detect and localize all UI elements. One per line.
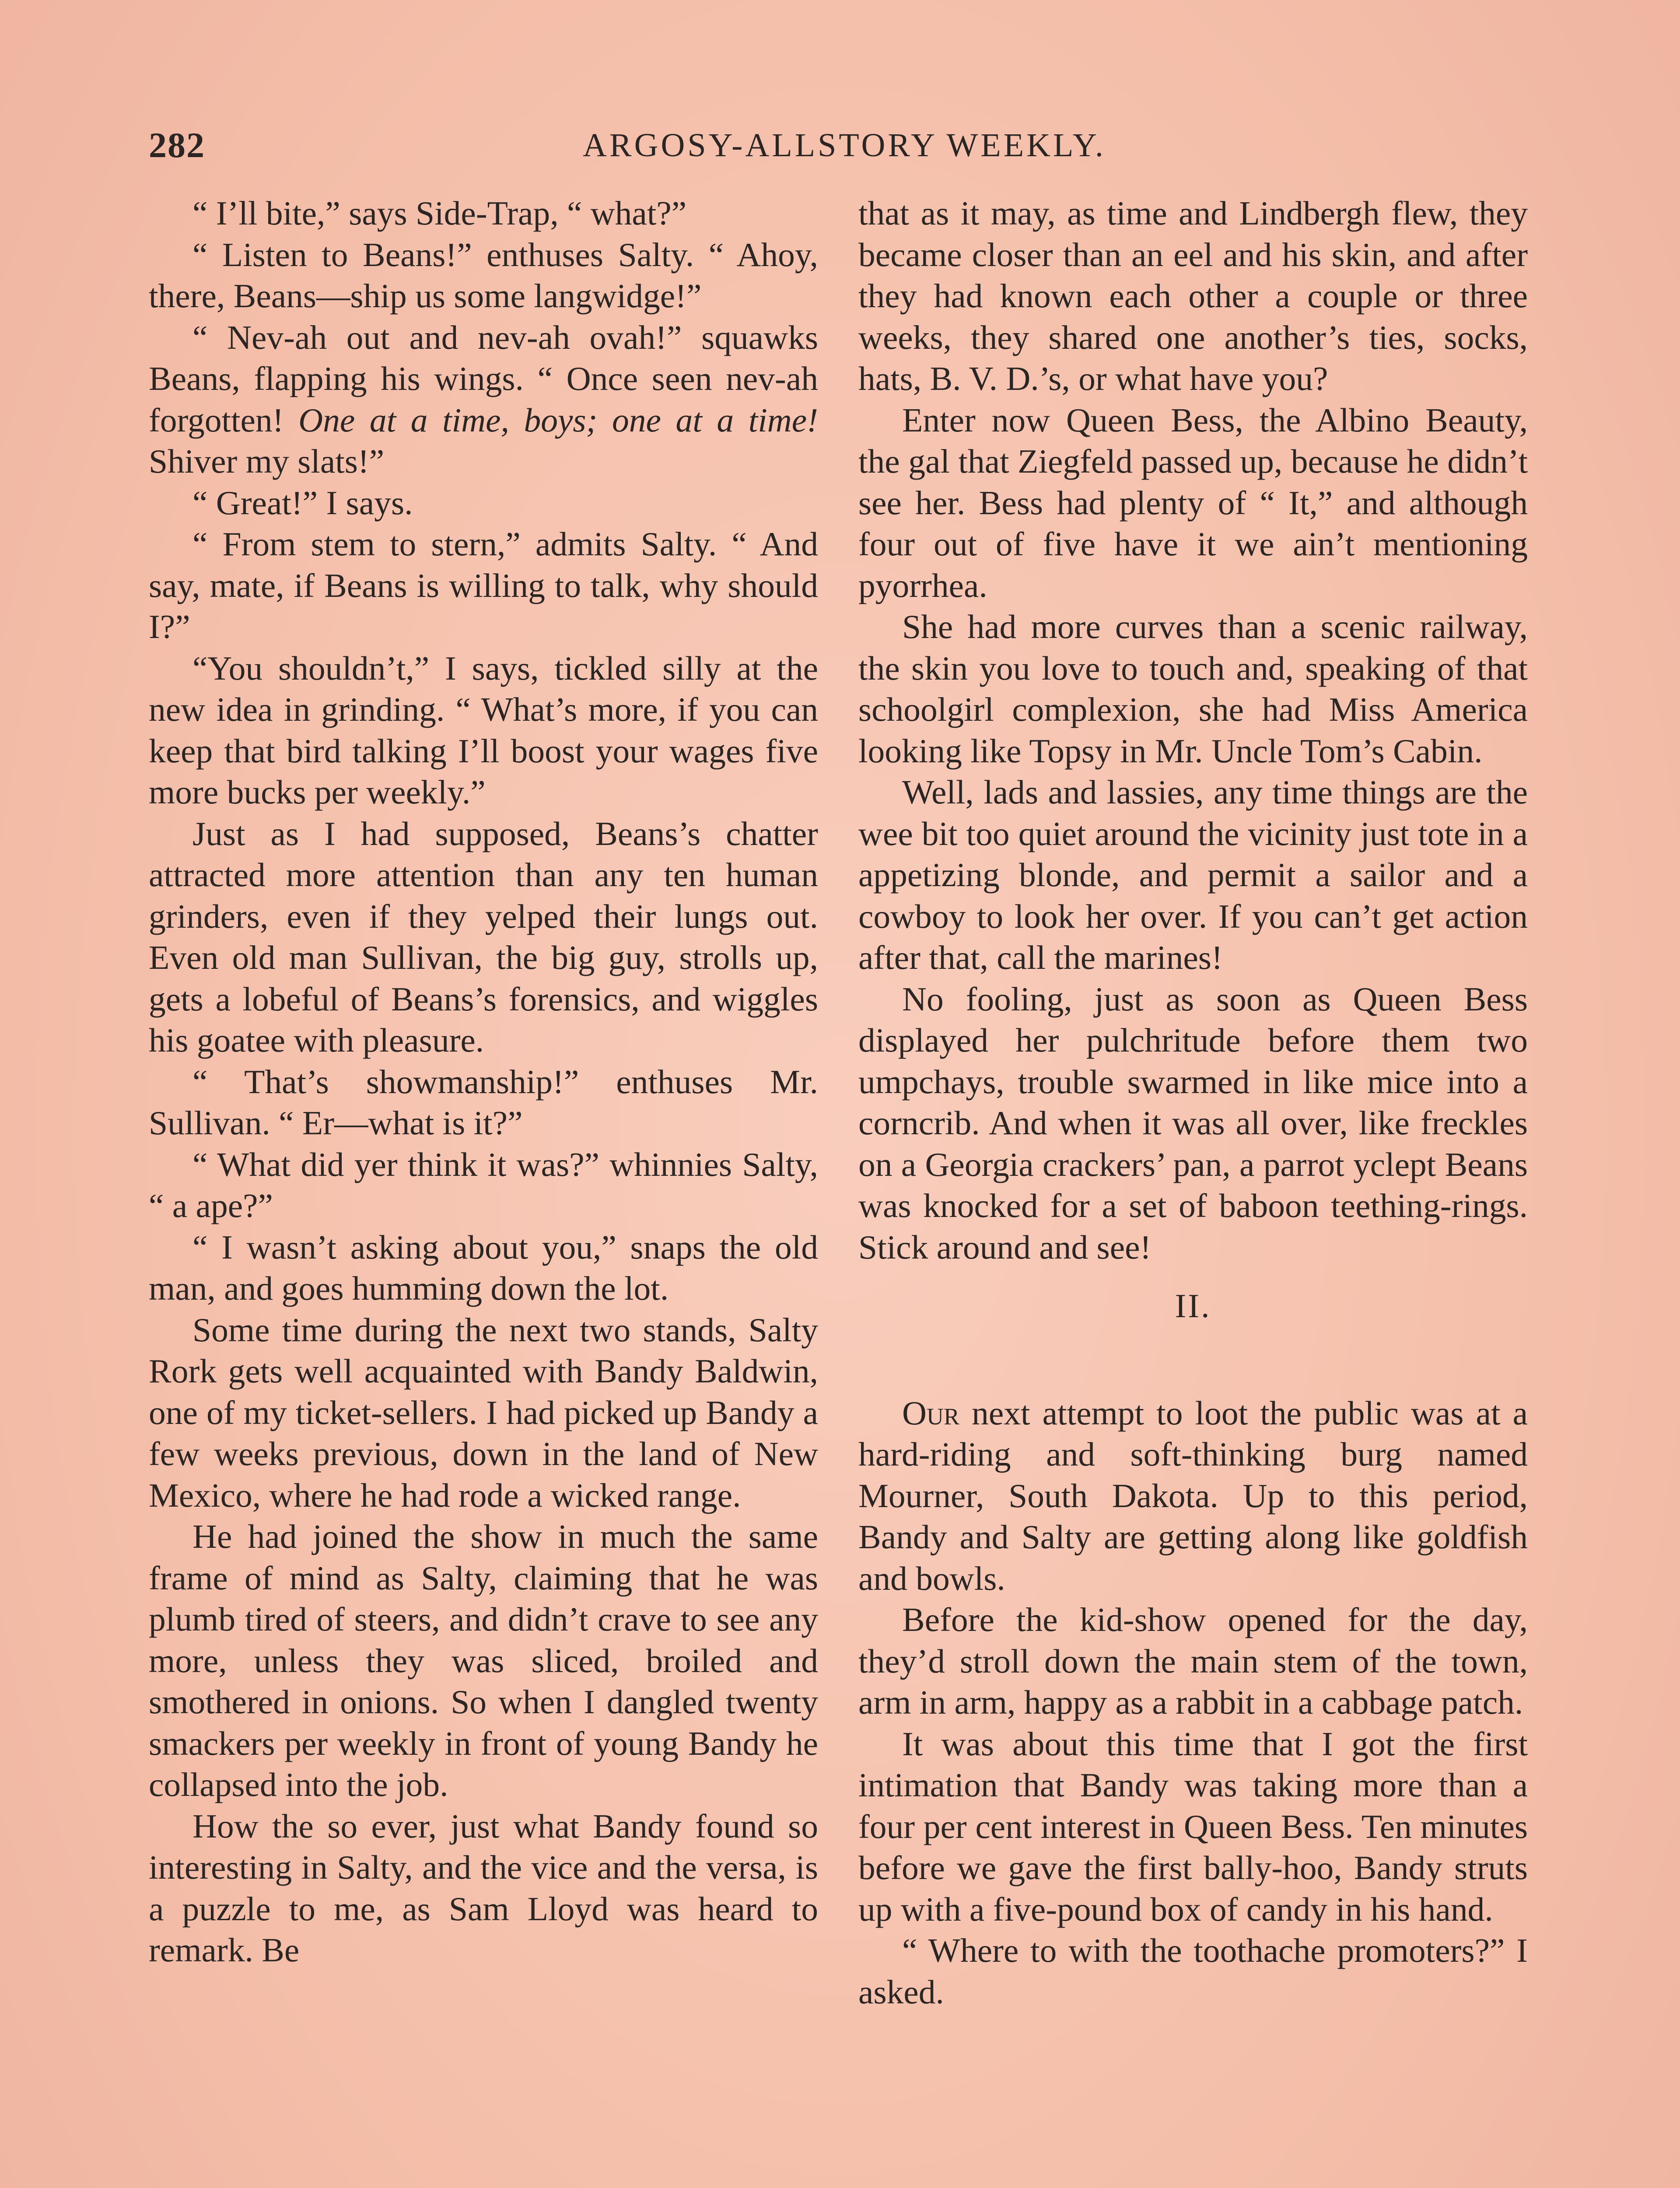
paragraph: How the so ever, just what Bandy found so interesting in Salty, and the vice and the versa, is a puzzle to me, as Sam Lloyd was heard to remark. Be — [149, 1807, 818, 1969]
paragraph: “ I wasn’t asking about you,” snaps the old man, and goes humming down the lot. — [149, 1228, 818, 1307]
paragraph: “ Great!” I says. — [192, 484, 413, 522]
smallcaps-lead: Our — [902, 1394, 959, 1432]
paragraph — [149, 317, 818, 482]
paragraph: He had joined the show in much the same frame of mind as Salty, claiming that he was plumb tired of steers, and didn’t crave to see any more, unless they was sliced, broiled and smothered in onions. So when I dangled twenty smackers per weekly in front of young Bandy he collapsed into the job. — [149, 1518, 818, 1803]
paragraph: “ Listen to Beans!” enthuses Salty. “ Ahoy, there, Beans—ship us some langwidge!” — [149, 235, 818, 315]
paragraph: Before the kid-show opened for the day, they’d stroll down the main stem of the town, arm in arm, happy as a rabbit in a cabbage patch. — [858, 1601, 1528, 1721]
paragraph: “ From stem to stern,” admits Salty. “ And say, mate, if Beans is willing to talk, why should I?” — [149, 525, 818, 645]
paragraph: Well, lads and lassies, any time things are the wee bit too quiet around the vicinity just tote in a appetizing blonde, and permit a sailor and a cowboy to look her over. If you can’t get action after that, call the marines! — [858, 773, 1528, 976]
paragraph: Just as I had supposed, Beans’s chatter attracted more attention than any ten human grinders, even if they yelped their lungs out. Even old man Sullivan, the big guy, strolls up, gets a lobeful of Beans’s forensics, and wiggles his goatee with pleasure. — [149, 814, 818, 1059]
paragraph: “ Where to with the toothache promoters?” I asked. — [858, 1932, 1528, 2011]
paragraph: It was about this time that I got the first intimation that Bandy was taking more than a four per cent interest in Queen Bess. Ten minutes before we gave the first bally-hoo, Bandy struts up with a five-pound box of candy in his hand. — [858, 1725, 1528, 1928]
paragraph — [858, 1392, 1528, 1599]
paragraph: “ What did yer think it was?” whinnies Salty, “ a ape?” — [149, 1145, 818, 1224]
section-heading: II. — [1175, 1287, 1211, 1325]
italic-text: One at a time, boys; one at a time! — [298, 401, 818, 439]
paragraph: “You shouldn’t,” I says, tickled silly at the new idea in grinding. “ What’s more, if you can keep that bird talking I’ll boost your wages five more bucks per weekly.” — [149, 649, 818, 811]
left-column — [149, 193, 818, 1971]
page-header — [149, 125, 1540, 186]
paragraph-text: Shiver my slats!” — [149, 442, 385, 480]
paragraph: Some time during the next two stands, Salty Rork gets well acquainted with Bandy Baldwin, one of my ticket-sellers. I had picked up Bandy a few weeks previous, down in the land of New Mexico, where he had rode a wicked range. — [149, 1311, 818, 1514]
paragraph: that as it may, as time and Lindbergh flew, they became closer than an eel and his skin, and after they had known each other a couple or three weeks, they shared one another’s ties, socks, hats, B. V. D.’s, or what have you? — [858, 194, 1528, 397]
paragraph: No fooling, just as soon as Queen Bess displayed her pulchritude before them two umpchays, trouble swarmed in like mice into a corncrib. And when it was all over, like freckles on a Georgia crackers’ pan, a parrot yclept Beans was knocked for a set of baboon teething-rings. Stick around and see! — [858, 980, 1528, 1266]
paragraph-text: “ Nev-ah out and nev-ah ovah!” squawks Beans, flapping his wings. “ Once seen nev-ah forgotten! — [149, 318, 818, 439]
paragraph: Enter now Queen Bess, the Albino Beauty, the gal that Ziegfeld passed up, because he didn’t see her. Bess had plenty of “ It,” and although four out of five have it we ain’t mentioning pyorrhea. — [858, 401, 1528, 604]
paragraph: She had more curves than a scenic railway, the skin you love to touch and, speaking of that schoolgirl complexion, she had Miss America looking like Topsy in Mr. Uncle Tom’s Cabin. — [858, 608, 1528, 770]
paragraph-text: next attempt to loot the public was at a hard-riding and soft-thinking burg named Mourner, South Dakota. Up to this period, Bandy and Salty are getting along like goldfish and bowls. — [858, 1394, 1528, 1597]
paragraph: “ That’s showmanship!” enthuses Mr. Sullivan. “ Er—what is it?” — [149, 1062, 818, 1142]
right-column — [858, 193, 1528, 2013]
page-number: 282 — [149, 125, 205, 165]
paragraph: “ I’ll bite,” says Side-Trap, “ what?” — [192, 194, 687, 232]
running-title: ARGOSY-ALLSTORY WEEKLY. — [583, 127, 1106, 164]
